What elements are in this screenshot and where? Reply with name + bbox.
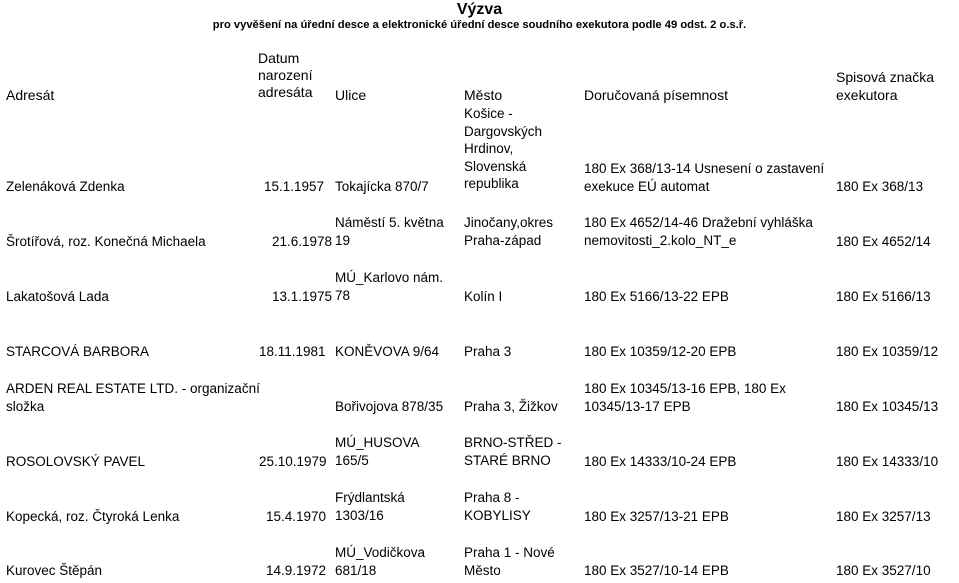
row7-mesto [464,489,531,525]
row3-pisemnost: 180 Ex 5166/13-22 EPB [584,289,729,304]
document-subtitle: pro vyvěšení na úřední desce a elektronické úřední desce soudního exekutora podle 49 odst. 2 o.s.ř. [212,19,747,31]
row1-datum: 15.1.1957 [264,179,325,194]
row2-ulice-l2: 19 [335,233,351,248]
header-spisova-line1: Spisová značka [836,69,935,85]
row4-mesto: Praha 3 [464,344,512,359]
header-mesto: Město [464,87,503,103]
row5-adresat-l1: ARDEN REAL ESTATE LTD. - organizační [6,381,260,396]
row1-mesto-l2: Dargovských [464,123,543,139]
row8-mesto [464,544,555,580]
row5-spisova: 180 Ex 10345/13 [836,399,939,414]
row1-spisova: 180 Ex 368/13 [836,179,924,194]
header-datum-line3: adresáta [258,84,313,100]
row7-ulice-l1: Frýdlantská [335,490,405,505]
row8-pisemnost: 180 Ex 3527/10-14 EPB [584,563,729,578]
row3-adresat: Lakatošová Lada [6,289,109,304]
row8-ulice [335,544,425,580]
row4-spisova: 180 Ex 10359/12 [836,344,939,359]
row7-pisemnost: 180 Ex 3257/13-21 EPB [584,509,729,524]
row8-datum: 14.9.1972 [266,563,327,578]
header-spisova [836,68,934,104]
row8-spisova: 180 Ex 3527/10 [836,563,931,578]
header-spisova-line2: exekutora [836,87,898,103]
row7-spisova: 180 Ex 3257/13 [836,509,931,524]
row6-ulice [335,434,420,470]
row2-spisova: 180 Ex 4652/14 [836,234,931,249]
row4-pisemnost: 180 Ex 10359/12-20 EPB [584,344,737,359]
row2-ulice-l1: Náměstí 5. května [335,215,444,230]
row7-mesto-l2: KOBYLISY [464,508,531,523]
row7-adresat: Kopecká, roz. Čtyroká Lenka [6,509,180,524]
row1-mesto-l3: Hrdinov, [464,141,514,156]
row5-adresat [6,380,260,416]
row6-mesto-l1: BRNO-STŘED - [464,435,562,450]
row7-ulice [335,489,405,525]
row2-pisemnost [584,214,813,250]
row2-datum: 21.6.1978 [272,234,333,249]
row8-ulice-l2: 681/18 [335,563,377,578]
header-datum [258,50,312,101]
row6-ulice-l1: MÚ_HUSOVA [335,435,420,450]
row5-pisemnost-l1: 180 Ex 10345/13-16 EPB, 180 Ex [584,381,786,396]
row1-adresat: Zelenáková Zdenka [6,179,125,194]
row8-adresat: Kurovec Štěpán [6,563,103,578]
row2-mesto [464,214,553,250]
header-datum-line1: Datum [258,50,300,66]
header-adresat: Adresát [6,87,55,103]
row8-ulice-l1: MÚ_Vodičkova [335,545,426,560]
row1-pisemnost [584,160,824,196]
header-datum-line2: narození [258,67,313,83]
row8-mesto-l1: Praha 1 - Nové [464,545,555,560]
row8-mesto-l2: Město [464,563,501,578]
row2-adresat: Šrotířová, roz. Konečná Michaela [6,234,206,249]
row1-pisemnost-l2: exekuce EÚ automat [584,179,710,194]
header-pisemnost: Doručovaná písemnost [584,87,728,103]
row5-pisemnost-l2: 10345/13-17 EPB [584,399,691,414]
row6-pisemnost: 180 Ex 14333/10-24 EPB [584,454,737,469]
row3-ulice [335,269,443,305]
row3-ulice-l1: MÚ_Karlovo nám. [335,270,444,285]
document-title: Výzva [456,1,503,18]
row1-mesto [464,105,542,193]
row3-ulice-l2: 78 [335,288,351,303]
row2-mesto-l1: Jinočany,okres [464,215,554,230]
row5-adresat-l2: složka [6,399,45,414]
row6-ulice-l2: 165/5 [335,453,369,468]
row2-ulice [335,214,444,250]
row7-ulice-l2: 1303/16 [335,508,384,523]
row7-datum: 15.4.1970 [266,509,327,524]
row4-datum: 18.11.1981 [259,344,326,359]
row6-mesto-l2: STARÉ BRNO [464,453,551,468]
row6-mesto [464,434,562,470]
row2-pisemnost-l1: 180 Ex 4652/14-46 Dražební vyhláška [584,215,813,230]
row1-ulice: Tokajícka 870/7 [335,179,429,194]
row5-mesto: Praha 3, Žižkov [464,399,558,414]
row6-adresat: ROSOLOVSKÝ PAVEL [6,454,146,469]
row1-mesto-l4: Slovenská [464,158,527,174]
row4-ulice: KONĚVOVA 9/64 [335,344,440,359]
row3-mesto: Kolín I [464,289,503,304]
row6-spisova: 180 Ex 14333/10 [836,454,939,469]
row5-pisemnost [584,380,786,416]
row1-pisemnost-l1: 180 Ex 368/13-14 Usnesení o zastavení [584,161,825,176]
row3-datum: 13.1.1975 [272,289,333,304]
row1-mesto-l5: republika [464,176,519,191]
row4-adresat: STARCOVÁ BARBORA [6,344,150,359]
row7-mesto-l1: Praha 8 - [464,490,520,505]
row2-mesto-l2: Praha-západ [464,233,542,248]
header-ulice: Ulice [335,87,367,103]
row1-mesto-l1: Košice - [464,106,513,121]
row2-pisemnost-l2: nemovitosti_2.kolo_NT_e [584,233,737,248]
row5-ulice: Bořivojova 878/35 [335,399,444,414]
row3-spisova: 180 Ex 5166/13 [836,289,931,304]
row6-datum: 25.10.1979 [259,454,327,469]
